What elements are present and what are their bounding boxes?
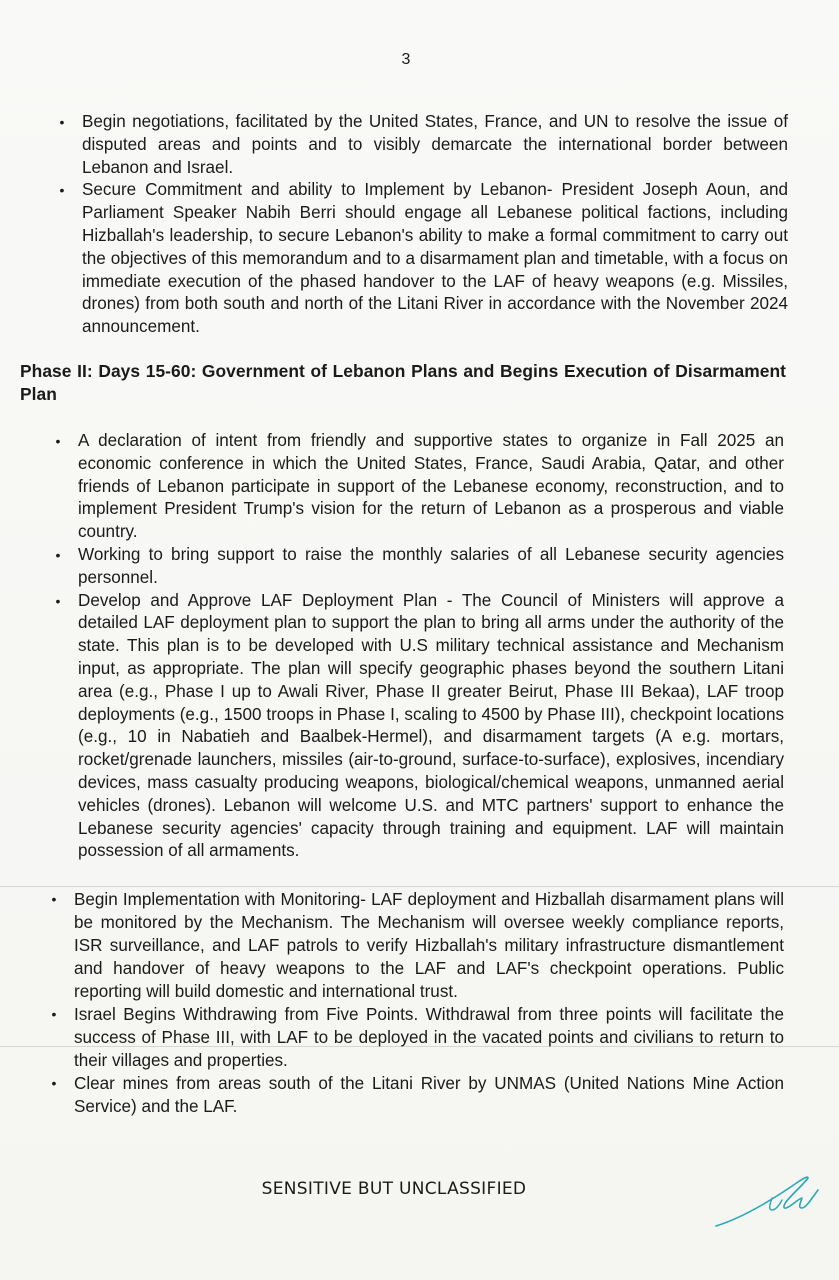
page-number: 3 <box>401 51 411 68</box>
bullet-icon: • <box>51 891 57 907</box>
initials-signature-icon <box>712 1168 822 1232</box>
bullet-icon: • <box>51 1006 57 1022</box>
list-item <box>51 888 784 1003</box>
bullet-icon: • <box>59 114 65 130</box>
bullet-icon: • <box>55 433 61 449</box>
list-item <box>59 179 788 339</box>
bullet-icon: • <box>55 592 61 609</box>
bullet-text: Secure Commitment and ability to Implement by Lebanon- President Joseph Aoun, and Parliament Speaker Nabih Berri should engage all Lebanese political factions, including Hizballah's leadership, to secure Lebanon's ability to make a formal commitment to carry out the objectives of this memorandum and to a disarmament plan and timetable, with a focus on immediate execution of the phased handover to the LAF of heavy weapons (e.g. Missiles, drones) from both south and north of the Litani River in accordance with the November 2024 announcement. <box>82 180 788 337</box>
bullet-text: Develop and Approve LAF Deployment Plan - The Council of Ministers will approve a detailed LAF deployment plan to support the plan to bring all arms under the authority of the state. This plan is to be developed with U.S military technical assistance and Mechanism input, as appropriate. The plan will specify geographic phases beyond the southern Litani area (e.g., Phase I up to Awali River, Phase II greater Beirut, Phase III Bekaa), LAF troop deployments (e.g., 1500 troops in Phase I, scaling to 4500 by Phase III), checkpoint locations (e.g., 10 in Nabatieh and Baalbek-Hermel), and disarmament targets (A e.g. mortars, rocket/grenade launchers, missiles (air-to-ground, surface-to-surface), explosives, incendiary devices, mass casualty producing weapons, biological/chemical weapons, unmanned aerial vehicles (drones). Lebanon will welcome U.S. and MTC partners' support to enhance the Lebanese security agencies' capacity through training and equipment. LAF will maintain possession of all armaments. <box>78 590 784 861</box>
list-item <box>51 1072 784 1118</box>
bullet-text: Working to bring support to raise the monthly salaries of all Lebanese security agencies personnel. <box>78 544 784 587</box>
phase-two-bullet-list <box>55 430 784 863</box>
scan-line <box>0 1046 839 1047</box>
phase-one-bullet-list <box>59 111 788 339</box>
bullet-text: Israel Begins Withdrawing from Five Points. Withdrawal from three points will facilitate the success of Phase III, with LAF to be deployed in the vacated points and civilians to return to their villages and properties. <box>74 1005 784 1070</box>
list-item <box>51 1003 784 1072</box>
phase-two-bullet-list-continued <box>51 888 784 1118</box>
bullet-text: Begin Implementation with Monitoring- LAF deployment and Hizballah disarmament plans will be monitored by the Mechanism. The Mechanism will oversee weekly compliance reports, ISR surveillance, and LAF patrols to verify Hizballah's military infrastructure dismantlement and handover of heavy weapons to the LAF and LAF's checkpoint operations. Public reporting will build domestic and international trust. <box>74 890 784 1001</box>
bullet-text: Clear mines from areas south of the Litani River by UNMAS (United Nations Mine Action Service) and the LAF. <box>74 1074 784 1116</box>
list-item <box>55 590 784 864</box>
classification-footer: SENSITIVE BUT UNCLASSIFIED <box>261 1179 527 1199</box>
list-item <box>59 111 788 179</box>
bullet-text: Begin negotiations, facilitated by the United States, France, and UN to resolve the issue of disputed areas and points and to visibly demarcate the international border between Lebanon and Israel. <box>82 112 788 177</box>
bullet-icon: • <box>51 1075 57 1091</box>
phase-two-heading: Phase II: Days 15-60: Government of Lebanon Plans and Begins Execution of Disarmament Plan <box>20 361 786 404</box>
bullet-text: A declaration of intent from friendly and supportive states to organize in Fall 2025 an economic conference in which the United States, France, Saudi Arabia, Qatar, and other friends of Lebanon participate in support of the Lebanese economy, reconstruction, and to implement President Trump's vision for the return of Lebanon as a prosperous and viable country. <box>78 431 784 542</box>
list-item <box>55 430 784 544</box>
list-item <box>55 544 784 590</box>
bullet-icon: • <box>55 546 61 563</box>
scan-line <box>0 886 839 887</box>
bullet-icon: • <box>59 182 65 199</box>
